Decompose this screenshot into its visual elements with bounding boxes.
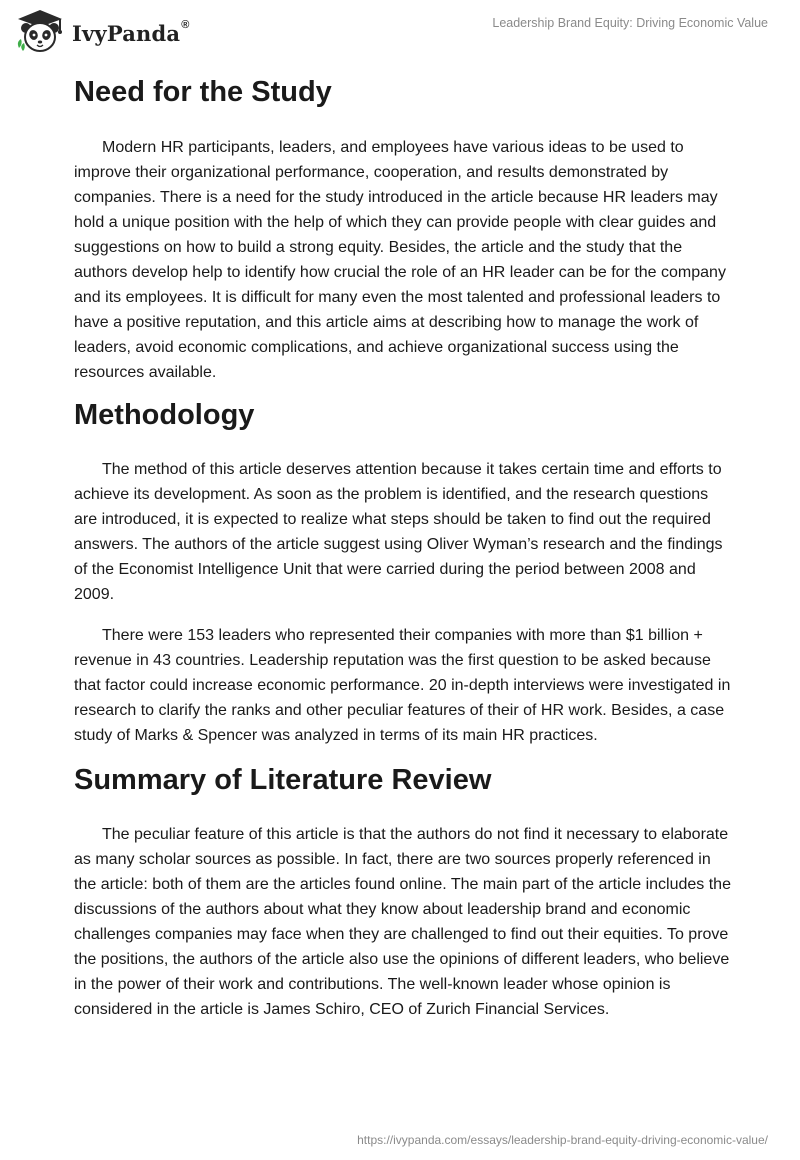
section-heading-methodology: Methodology bbox=[74, 399, 255, 431]
logo-wordmark: IvyPanda® bbox=[72, 18, 190, 46]
paragraph: There were 153 leaders who represented their companies with more than $1 billion + revenue in 43 countries. Leadership reputation was the first question to be asked because that factor could increase economic performance. 20 in-depth interviews were investigated in research to clarify the ranks and other peculiar features of their of HR work. Besides, a case study of Marks & Spencer was analyzed in terms of its main HR practices. bbox=[74, 627, 731, 744]
panda-graduate-icon bbox=[14, 8, 66, 54]
essay-body bbox=[74, 72, 734, 1022]
source-url-link[interactable]: https://ivypanda.com/essays/leadership-brand-equity-driving-economic-value/ bbox=[357, 1133, 768, 1147]
paragraph: Modern HR participants, leaders, and employees have various ideas to be used to improve their organizational performance, cooperation, and results demonstrated by companies. There is a need for the study introduced in the article because HR leaders may hold a unique position with the help of which they can provide people with clear guides and suggestions on how to build a strong equity. Besides, the article and the study that the authors develop help to identify how crucial the role of an HR leader can be for the company and its employees. It is difficult for many even the most talented and professional leaders to have a positive reputation, and this article aims at describing how to manage the work of leaders, avoid economic complications, and achieve organizational success using the resources available. bbox=[74, 139, 726, 381]
paragraph: The peculiar feature of this article is that the authors do not find it necessary to elaborate as many scholar sources as possible. In fact, there are two sources properly referenced in the article: both of them are the articles found online. The main part of the article includes the discussions of the authors about what they know about leadership brand and economic challenges companies may face when they are challenged to find out their equities. To prove the positions, the authors of the article also use the opinions of different leaders, who believe in the power of their work and contributions. The well-known leader whose opinion is considered in the article is James Schiro, CEO of Zurich Financial Services. bbox=[74, 826, 731, 1018]
document-running-title: Leadership Brand Equity: Driving Economic Value bbox=[492, 16, 768, 30]
section-heading-literature-review: Summary of Literature Review bbox=[74, 764, 492, 796]
ivypanda-logo[interactable] bbox=[14, 8, 190, 54]
page-header bbox=[0, 0, 800, 62]
paragraph: The method of this article deserves attention because it takes certain time and efforts to achieve its development. As soon as the problem is identified, and the research questions are introduced, it is expected to realize what steps should be taken to find out the required answers. The authors of the article suggest using Oliver Wyman’s research and the findings of the Economist Intelligence Unit that were carried during the period between 2008 and 2009. bbox=[74, 461, 723, 603]
section-heading-need-for-study: Need for the Study bbox=[74, 76, 332, 108]
